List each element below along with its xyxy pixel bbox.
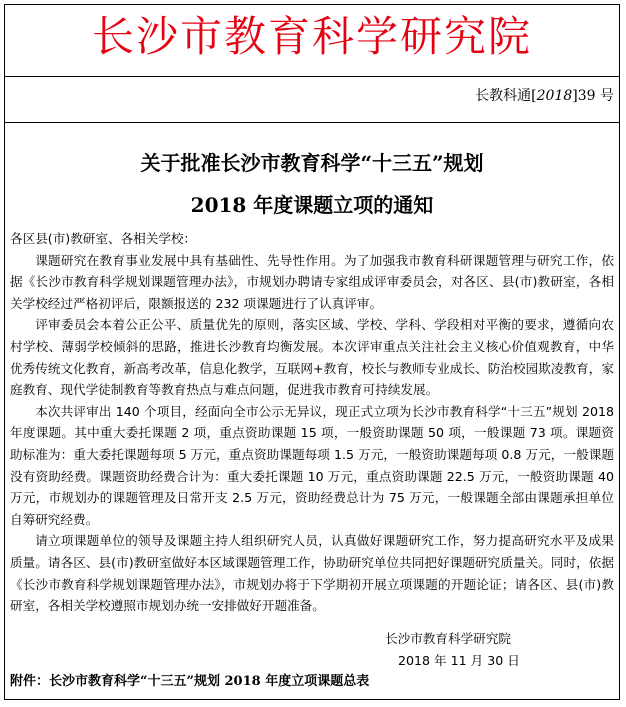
paragraph-2: 评审委员会本着公正公平、质量优先的原则，落实区域、学校、学科、学段相对平衡的要求，遵循向农村学校、薄弱学校倾斜的思路，推进长沙教育均衡发展。本次评审重点关注社会主义核心价值观教育，中华优秀传统文化教育，新高考改革，信息化教学，互联网+教育，校长与教师专业成长、防治校园欺凌教育，家庭教育、现代学徒制教育等教育热点与难点问题，促进我市教育可持续发展。 <box>10 317 614 398</box>
paragraph-4: 请立项课题单位的领导及课题主持人组织研究人员，认真做好课题研究工作，努力提高研究水平及成果质量。请各区、县(市)教研室做好本区域课题管理工作，协助研究单位共同把好课题研究质量关。同时，依据《长沙市教育科学规划课题管理办法》，市规划办将于下学期初开展立项课题的开题论证；请各区、县(市)教研室，各相关学校遵照市规划办统一安排做好开题准备。 <box>10 533 614 614</box>
notice-title-line1: 关于批准长沙市教育科学“十三五”规划 <box>140 151 484 175</box>
paragraph-1: 课题研究在教育事业发展中具有基础性、先导性作用。为了加强我市教育科研课题管理与研究工作，依据《长沙市教育科学规划课题管理办法》，市规划办聘请专家组成评审委员会，对各区、县(市)教研室，各相关学校经过严格初评后，限额报送的 232 项课题进行了认真评审。 <box>10 252 614 311</box>
notice-body <box>10 228 614 617</box>
notice-title-line2: 2018 年度课题立项的通知 <box>190 193 434 217</box>
paragraph-3: 本次共评审出 140 个项目，经面向全市公示无异议，现正式立项为长沙市教育科学“十三五”规划 2018 年度课题。其中重大委托课题 2 项，重点资助课题 15 项，一般资助课题 50 项，一般课题 73 项。课题资助标准为：重大委托课题每项 5 万元，重点资助课题每项 1.5 万元，一般资助课题每项 0.8 万元，一般课题没有资助经费。课题资助经费合计为：重大委托课题 10 万元，重点资助课题 22.5 万元，一般资助课题 40 万元，市规划办的课题管理及日常开支 2.5 万元，资助经费总计为 75 万元，一般课题全部由课题承担单位自筹研究经费。 <box>10 403 614 527</box>
doc-number-prefix: 长教科通[ <box>475 88 537 104</box>
attachment-note: 附件：长沙市教育科学“十三五”规划 2018 年度立项课题总表 <box>10 674 370 689</box>
document-number <box>475 86 614 106</box>
doc-number-year: 2018 <box>536 88 573 104</box>
number-divider <box>4 122 620 123</box>
header-divider <box>4 76 620 77</box>
org-header-title: 长沙市教育科学研究院 <box>91 12 532 61</box>
doc-number-suffix: ]39 号 <box>572 88 614 104</box>
salutation: 各区县(市)教研室、各相关学校： <box>10 231 197 246</box>
signature-organization: 长沙市教育科学研究院 <box>385 631 511 646</box>
signature-date: 2018 年 11 月 30 日 <box>398 653 520 668</box>
